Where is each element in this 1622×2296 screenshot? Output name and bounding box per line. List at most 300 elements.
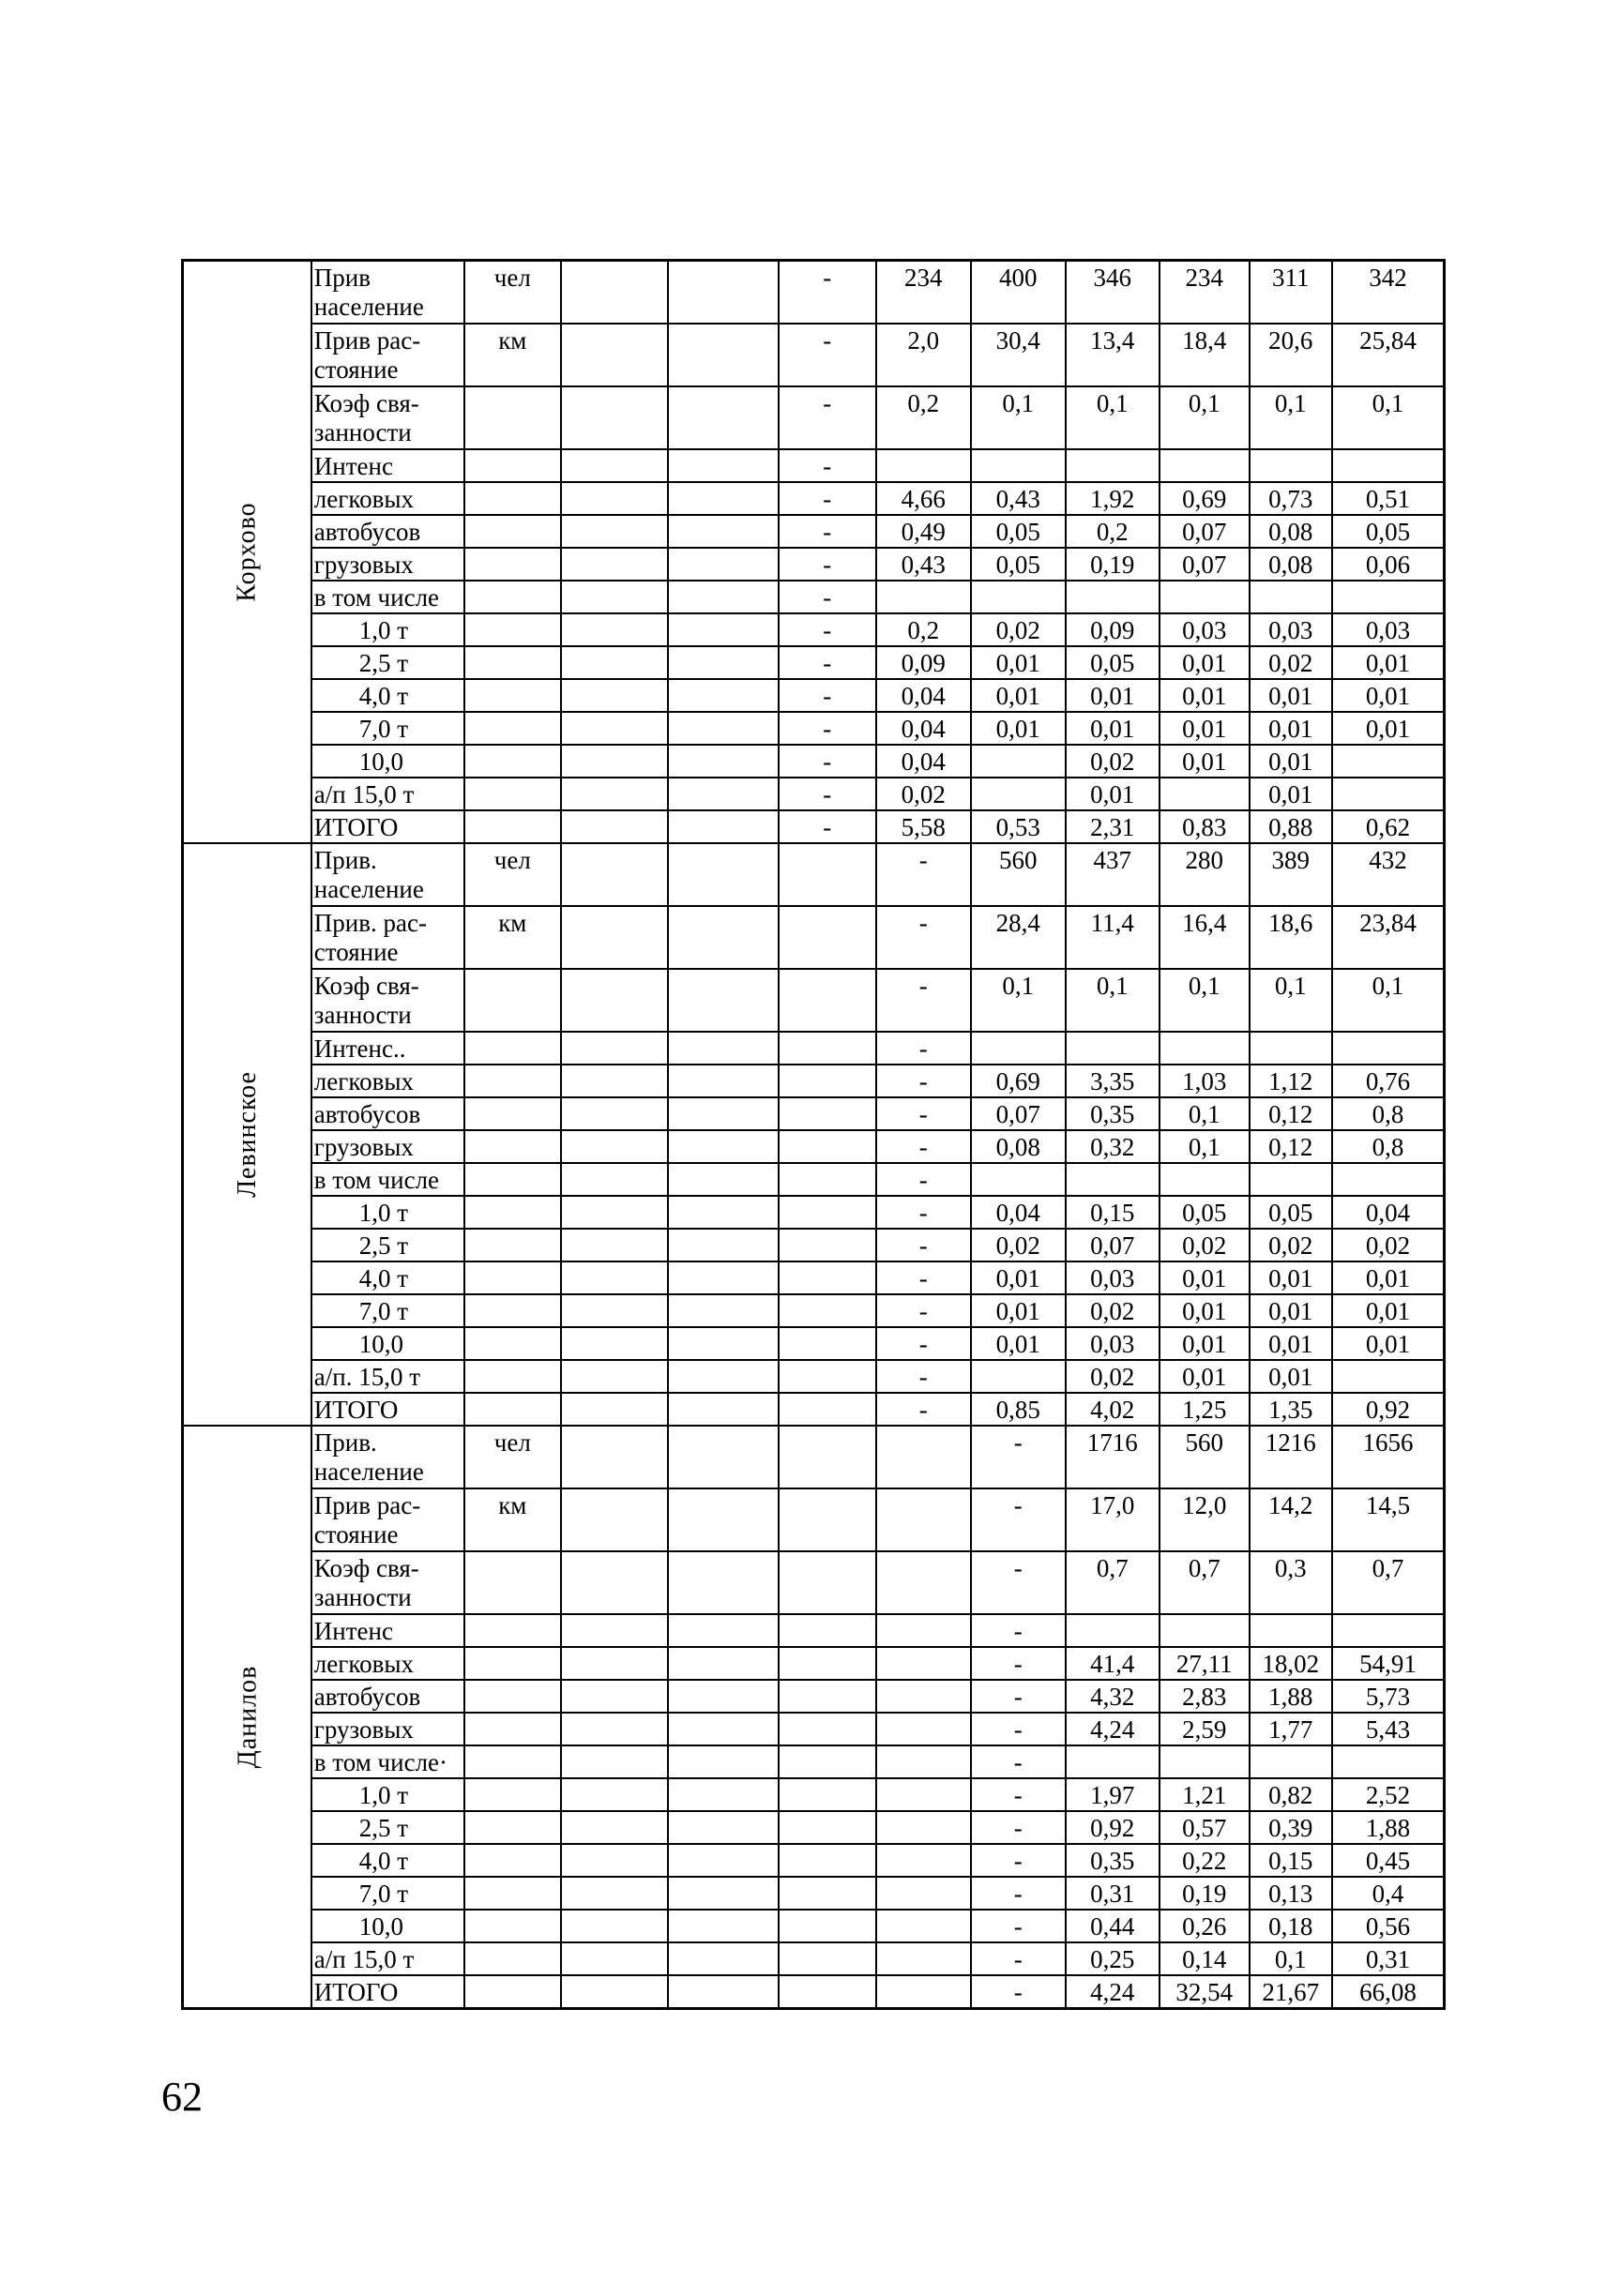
value-cell bbox=[971, 745, 1066, 778]
table-row bbox=[183, 1975, 1445, 2009]
section-name-cell bbox=[183, 261, 311, 843]
value-cell bbox=[876, 1614, 971, 1647]
value-cell: 0,03 bbox=[1332, 613, 1445, 646]
value-cell: - bbox=[779, 548, 876, 581]
empty-cell bbox=[668, 969, 779, 1032]
unit-cell bbox=[464, 1778, 561, 1811]
empty-cell bbox=[561, 1196, 668, 1229]
value-cell: 0,01 bbox=[1250, 1294, 1332, 1327]
value-cell: 17,0 bbox=[1066, 1488, 1160, 1551]
empty-cell bbox=[561, 1065, 668, 1097]
value-cell bbox=[1250, 1614, 1332, 1647]
unit-cell bbox=[464, 1130, 561, 1163]
value-cell bbox=[779, 1975, 876, 2009]
value-cell: 0,56 bbox=[1332, 1910, 1445, 1942]
row-label: грузовых bbox=[311, 1130, 464, 1163]
row-label: 1,0 т bbox=[311, 613, 464, 646]
empty-cell bbox=[668, 646, 779, 679]
value-cell: 0,09 bbox=[876, 646, 971, 679]
value-cell: 4,02 bbox=[1066, 1393, 1160, 1426]
empty-cell bbox=[561, 712, 668, 745]
value-cell: 0,2 bbox=[1066, 515, 1160, 548]
value-cell: 560 bbox=[1160, 1426, 1250, 1488]
empty-cell bbox=[668, 1065, 779, 1097]
value-cell bbox=[1332, 745, 1445, 778]
value-cell: 14,5 bbox=[1332, 1488, 1445, 1551]
unit-cell bbox=[464, 1229, 561, 1261]
value-cell: 0,01 bbox=[1250, 679, 1332, 712]
value-cell: 0,32 bbox=[1066, 1130, 1160, 1163]
value-cell: 0,04 bbox=[876, 679, 971, 712]
unit-cell bbox=[464, 1065, 561, 1097]
value-cell bbox=[779, 843, 876, 906]
value-cell: 1,77 bbox=[1250, 1713, 1332, 1745]
section-name: Данилов bbox=[232, 1665, 262, 1768]
value-cell: 2,0 bbox=[876, 324, 971, 386]
value-cell: - bbox=[876, 1163, 971, 1196]
value-cell: 234 bbox=[876, 261, 971, 324]
value-cell: - bbox=[971, 1811, 1066, 1844]
value-cell: 346 bbox=[1066, 261, 1160, 324]
value-cell: 0,7 bbox=[1332, 1551, 1445, 1614]
row-label: ИТОГО bbox=[311, 1393, 464, 1426]
value-cell: 0,01 bbox=[1332, 1327, 1445, 1360]
value-cell: - bbox=[779, 613, 876, 646]
row-label: автобусов bbox=[311, 1680, 464, 1713]
value-cell: 0,76 bbox=[1332, 1065, 1445, 1097]
value-cell: - bbox=[779, 515, 876, 548]
unit-cell bbox=[464, 1163, 561, 1196]
value-cell bbox=[1332, 1614, 1445, 1647]
value-cell: 342 bbox=[1332, 261, 1445, 324]
value-cell bbox=[876, 1778, 971, 1811]
row-label: 2,5 т bbox=[311, 1229, 464, 1261]
value-cell: 0,02 bbox=[1066, 1294, 1160, 1327]
table-body bbox=[183, 261, 1445, 2009]
value-cell: 0,1 bbox=[971, 969, 1066, 1032]
empty-cell bbox=[561, 810, 668, 843]
value-cell: 0,05 bbox=[971, 548, 1066, 581]
empty-cell bbox=[561, 1261, 668, 1294]
empty-cell bbox=[668, 1713, 779, 1745]
value-cell bbox=[779, 1130, 876, 1163]
empty-cell bbox=[561, 1360, 668, 1393]
value-cell: - bbox=[876, 1130, 971, 1163]
empty-cell bbox=[668, 1975, 779, 2009]
row-label: 4,0 т bbox=[311, 1844, 464, 1877]
row-label: 2,5 т bbox=[311, 1811, 464, 1844]
value-cell: 0,12 bbox=[1250, 1097, 1332, 1130]
value-cell bbox=[971, 1360, 1066, 1393]
table-row bbox=[183, 515, 1445, 548]
value-cell: 4,24 bbox=[1066, 1713, 1160, 1745]
value-cell: 0,05 bbox=[1332, 515, 1445, 548]
table-row bbox=[183, 1327, 1445, 1360]
value-cell bbox=[876, 1488, 971, 1551]
value-cell: 0,08 bbox=[971, 1130, 1066, 1163]
value-cell: 0,01 bbox=[971, 712, 1066, 745]
value-cell: 0,25 bbox=[1066, 1942, 1160, 1975]
unit-cell bbox=[464, 1294, 561, 1327]
value-cell: - bbox=[971, 1614, 1066, 1647]
empty-cell bbox=[668, 449, 779, 482]
empty-cell bbox=[561, 449, 668, 482]
value-cell bbox=[876, 1551, 971, 1614]
value-cell: 0,1 bbox=[1250, 386, 1332, 449]
value-cell: 0,05 bbox=[1160, 1196, 1250, 1229]
value-cell: 4,32 bbox=[1066, 1680, 1160, 1713]
empty-cell bbox=[561, 548, 668, 581]
unit-cell: чел bbox=[464, 1426, 561, 1488]
empty-cell bbox=[668, 1032, 779, 1065]
value-cell: 0,1 bbox=[971, 386, 1066, 449]
table-row bbox=[183, 1745, 1445, 1778]
table-row bbox=[183, 1097, 1445, 1130]
empty-cell bbox=[561, 745, 668, 778]
empty-cell bbox=[561, 1327, 668, 1360]
value-cell: 41,4 bbox=[1066, 1647, 1160, 1680]
unit-cell bbox=[464, 1261, 561, 1294]
value-cell: 0,01 bbox=[1332, 712, 1445, 745]
table-row bbox=[183, 712, 1445, 745]
value-cell: 0,03 bbox=[1160, 613, 1250, 646]
value-cell: 20,6 bbox=[1250, 324, 1332, 386]
table-row bbox=[183, 324, 1445, 386]
value-cell: 0,01 bbox=[1250, 778, 1332, 810]
row-label: грузовых bbox=[311, 1713, 464, 1745]
unit-cell: км bbox=[464, 906, 561, 969]
value-cell bbox=[779, 1942, 876, 1975]
table-row bbox=[183, 1360, 1445, 1393]
value-cell: 0,49 bbox=[876, 515, 971, 548]
data-table bbox=[181, 259, 1446, 2010]
value-cell bbox=[779, 1294, 876, 1327]
value-cell: - bbox=[971, 1910, 1066, 1942]
value-cell: 0,02 bbox=[1066, 1360, 1160, 1393]
value-cell: - bbox=[971, 1426, 1066, 1488]
row-label: 7,0 т bbox=[311, 1294, 464, 1327]
value-cell: 0,02 bbox=[1250, 1229, 1332, 1261]
row-label: легковых bbox=[311, 1647, 464, 1680]
row-label: 1,0 т bbox=[311, 1778, 464, 1811]
table-row bbox=[183, 679, 1445, 712]
value-cell: 25,84 bbox=[1332, 324, 1445, 386]
value-cell: 0,92 bbox=[1332, 1393, 1445, 1426]
empty-cell bbox=[561, 646, 668, 679]
value-cell: 0,01 bbox=[971, 1261, 1066, 1294]
value-cell: 0,01 bbox=[1250, 1327, 1332, 1360]
value-cell bbox=[779, 906, 876, 969]
empty-cell bbox=[561, 1032, 668, 1065]
value-cell: 0,31 bbox=[1332, 1942, 1445, 1975]
value-cell: 0,1 bbox=[1160, 1130, 1250, 1163]
unit-cell bbox=[464, 1713, 561, 1745]
value-cell: 18,6 bbox=[1250, 906, 1332, 969]
empty-cell bbox=[668, 712, 779, 745]
empty-cell bbox=[668, 613, 779, 646]
value-cell: 66,08 bbox=[1332, 1975, 1445, 2009]
value-cell: 0,2 bbox=[876, 386, 971, 449]
table-row bbox=[183, 1680, 1445, 1713]
value-cell bbox=[1250, 449, 1332, 482]
value-cell bbox=[779, 1551, 876, 1614]
unit-cell bbox=[464, 1745, 561, 1778]
value-cell: 14,2 bbox=[1250, 1488, 1332, 1551]
empty-cell bbox=[668, 261, 779, 324]
value-cell bbox=[1066, 1614, 1160, 1647]
value-cell: 2,31 bbox=[1066, 810, 1160, 843]
value-cell bbox=[1332, 1163, 1445, 1196]
unit-cell bbox=[464, 1844, 561, 1877]
row-label: легковых bbox=[311, 482, 464, 515]
value-cell bbox=[1250, 1032, 1332, 1065]
empty-cell bbox=[561, 906, 668, 969]
value-cell: 0,08 bbox=[1250, 515, 1332, 548]
value-cell: 0,07 bbox=[1066, 1229, 1160, 1261]
row-label: Прив население bbox=[311, 261, 464, 324]
value-cell: 1,88 bbox=[1332, 1811, 1445, 1844]
table-row bbox=[183, 1261, 1445, 1294]
value-cell bbox=[779, 1196, 876, 1229]
value-cell: 0,02 bbox=[971, 613, 1066, 646]
empty-cell bbox=[668, 745, 779, 778]
empty-cell bbox=[561, 1163, 668, 1196]
value-cell: 400 bbox=[971, 261, 1066, 324]
value-cell: 0,01 bbox=[971, 646, 1066, 679]
value-cell bbox=[1332, 1360, 1445, 1393]
value-cell bbox=[971, 778, 1066, 810]
value-cell: 0,01 bbox=[1160, 1360, 1250, 1393]
value-cell bbox=[1160, 581, 1250, 613]
table-row bbox=[183, 1488, 1445, 1551]
row-label: Прив. население bbox=[311, 1426, 464, 1488]
empty-cell bbox=[668, 581, 779, 613]
table-row bbox=[183, 778, 1445, 810]
table-row bbox=[183, 745, 1445, 778]
value-cell: 0,57 bbox=[1160, 1811, 1250, 1844]
value-cell: - bbox=[876, 1065, 971, 1097]
empty-cell bbox=[561, 1229, 668, 1261]
value-cell: 0,01 bbox=[1332, 1261, 1445, 1294]
value-cell bbox=[779, 1713, 876, 1745]
row-label: Коэф свя-занности bbox=[311, 969, 464, 1032]
row-label: Коэф свя-занности bbox=[311, 1551, 464, 1614]
value-cell: 0,01 bbox=[1160, 1294, 1250, 1327]
unit-cell bbox=[464, 581, 561, 613]
unit-cell bbox=[464, 712, 561, 745]
value-cell bbox=[779, 1844, 876, 1877]
table-row bbox=[183, 1844, 1445, 1877]
unit-cell bbox=[464, 969, 561, 1032]
value-cell bbox=[1332, 1032, 1445, 1065]
unit-cell: км bbox=[464, 1488, 561, 1551]
unit-cell bbox=[464, 1647, 561, 1680]
value-cell: 32,54 bbox=[1160, 1975, 1250, 2009]
value-cell: 0,01 bbox=[1066, 712, 1160, 745]
row-label: 4,0 т bbox=[311, 1261, 464, 1294]
empty-cell bbox=[561, 679, 668, 712]
value-cell: 1,88 bbox=[1250, 1680, 1332, 1713]
value-cell: 0,69 bbox=[971, 1065, 1066, 1097]
empty-cell bbox=[668, 1844, 779, 1877]
unit-cell bbox=[464, 1877, 561, 1910]
unit-cell bbox=[464, 1097, 561, 1130]
empty-cell bbox=[561, 1488, 668, 1551]
value-cell: 2,59 bbox=[1160, 1713, 1250, 1745]
value-cell: - bbox=[779, 324, 876, 386]
value-cell: 54,91 bbox=[1332, 1647, 1445, 1680]
value-cell: 0,01 bbox=[1332, 1294, 1445, 1327]
value-cell: 0,01 bbox=[1250, 712, 1332, 745]
table-row bbox=[183, 1614, 1445, 1647]
value-cell: 1,25 bbox=[1160, 1393, 1250, 1426]
value-cell bbox=[779, 1877, 876, 1910]
empty-cell bbox=[561, 1745, 668, 1778]
value-cell: 21,67 bbox=[1250, 1975, 1332, 2009]
value-cell: 0,07 bbox=[971, 1097, 1066, 1130]
value-cell bbox=[1066, 581, 1160, 613]
value-cell: 0,4 bbox=[1332, 1877, 1445, 1910]
empty-cell bbox=[668, 324, 779, 386]
empty-cell bbox=[561, 778, 668, 810]
unit-cell bbox=[464, 1393, 561, 1426]
value-cell: 0,12 bbox=[1250, 1130, 1332, 1163]
value-cell: 2,52 bbox=[1332, 1778, 1445, 1811]
table-row bbox=[183, 1426, 1445, 1488]
unit-cell bbox=[464, 1614, 561, 1647]
unit-cell bbox=[464, 1942, 561, 1975]
empty-cell bbox=[668, 1614, 779, 1647]
value-cell bbox=[876, 1647, 971, 1680]
value-cell: 0,01 bbox=[1160, 679, 1250, 712]
value-cell: 1716 bbox=[1066, 1426, 1160, 1488]
empty-cell bbox=[561, 1393, 668, 1426]
value-cell bbox=[876, 1713, 971, 1745]
value-cell: 0,1 bbox=[1250, 969, 1332, 1032]
unit-cell bbox=[464, 1680, 561, 1713]
value-cell: 16,4 bbox=[1160, 906, 1250, 969]
empty-cell bbox=[668, 1745, 779, 1778]
table-row bbox=[183, 1811, 1445, 1844]
value-cell: 1,03 bbox=[1160, 1065, 1250, 1097]
value-cell: 0,1 bbox=[1160, 386, 1250, 449]
value-cell bbox=[1332, 581, 1445, 613]
value-cell: 1,35 bbox=[1250, 1393, 1332, 1426]
value-cell: 0,02 bbox=[1250, 646, 1332, 679]
value-cell: - bbox=[971, 1647, 1066, 1680]
value-cell: - bbox=[971, 1488, 1066, 1551]
table-row bbox=[183, 646, 1445, 679]
value-cell: 0,03 bbox=[1066, 1261, 1160, 1294]
value-cell: 0,7 bbox=[1066, 1551, 1160, 1614]
value-cell: 0,04 bbox=[1332, 1196, 1445, 1229]
value-cell: 0,01 bbox=[1250, 745, 1332, 778]
value-cell: 30,4 bbox=[971, 324, 1066, 386]
value-cell: - bbox=[779, 679, 876, 712]
empty-cell bbox=[561, 581, 668, 613]
value-cell: 28,4 bbox=[971, 906, 1066, 969]
value-cell bbox=[971, 449, 1066, 482]
table-row bbox=[183, 1294, 1445, 1327]
unit-cell bbox=[464, 1975, 561, 2009]
value-cell bbox=[779, 1745, 876, 1778]
table-row bbox=[183, 482, 1445, 515]
value-cell: 0,53 bbox=[971, 810, 1066, 843]
table-row bbox=[183, 1551, 1445, 1614]
value-cell bbox=[1066, 449, 1160, 482]
value-cell bbox=[971, 1032, 1066, 1065]
value-cell: - bbox=[971, 1680, 1066, 1713]
empty-cell bbox=[561, 1811, 668, 1844]
empty-cell bbox=[561, 1647, 668, 1680]
value-cell: 0,1 bbox=[1160, 1097, 1250, 1130]
value-cell: - bbox=[779, 810, 876, 843]
value-cell: 5,43 bbox=[1332, 1713, 1445, 1745]
value-cell bbox=[876, 1426, 971, 1488]
row-label: 10,0 bbox=[311, 745, 464, 778]
table-row bbox=[183, 1942, 1445, 1975]
section-name: Левинское bbox=[232, 1070, 262, 1198]
value-cell bbox=[876, 1877, 971, 1910]
row-label: Интенс bbox=[311, 1614, 464, 1647]
value-cell: 0,09 bbox=[1066, 613, 1160, 646]
value-cell: 0,02 bbox=[971, 1229, 1066, 1261]
value-cell: - bbox=[971, 1713, 1066, 1745]
value-cell: 11,4 bbox=[1066, 906, 1160, 969]
empty-cell bbox=[561, 386, 668, 449]
row-label: Прив. рас-стояние bbox=[311, 906, 464, 969]
value-cell: 0,01 bbox=[1332, 679, 1445, 712]
value-cell bbox=[779, 1065, 876, 1097]
empty-cell bbox=[561, 1942, 668, 1975]
row-label: 1,0 т bbox=[311, 1196, 464, 1229]
value-cell: - bbox=[971, 1942, 1066, 1975]
table-row bbox=[183, 1778, 1445, 1811]
row-label: в том числе· bbox=[311, 1745, 464, 1778]
empty-cell bbox=[668, 679, 779, 712]
value-cell: 5,73 bbox=[1332, 1680, 1445, 1713]
value-cell bbox=[1250, 1745, 1332, 1778]
row-label: автобусов bbox=[311, 515, 464, 548]
value-cell bbox=[779, 1163, 876, 1196]
value-cell bbox=[779, 1647, 876, 1680]
value-cell: 0,07 bbox=[1160, 548, 1250, 581]
section-name-cell bbox=[183, 1426, 311, 2009]
value-cell: 0,05 bbox=[1066, 646, 1160, 679]
value-cell bbox=[876, 1844, 971, 1877]
value-cell: 389 bbox=[1250, 843, 1332, 906]
value-cell bbox=[779, 1614, 876, 1647]
table-row bbox=[183, 1877, 1445, 1910]
empty-cell bbox=[668, 515, 779, 548]
value-cell: 432 bbox=[1332, 843, 1445, 906]
value-cell bbox=[779, 1393, 876, 1426]
row-label: Прив рас-стояние bbox=[311, 1488, 464, 1551]
value-cell: 0,69 bbox=[1160, 482, 1250, 515]
row-label: 10,0 bbox=[311, 1327, 464, 1360]
value-cell: 1,21 bbox=[1160, 1778, 1250, 1811]
value-cell bbox=[1066, 1032, 1160, 1065]
row-label: в том числе bbox=[311, 1163, 464, 1196]
value-cell: - bbox=[779, 449, 876, 482]
value-cell: - bbox=[876, 1032, 971, 1065]
value-cell bbox=[1332, 1745, 1445, 1778]
row-label: а/п 15,0 т bbox=[311, 1942, 464, 1975]
value-cell: - bbox=[876, 1097, 971, 1130]
value-cell: 18,4 bbox=[1160, 324, 1250, 386]
value-cell: 0,06 bbox=[1332, 548, 1445, 581]
empty-cell bbox=[561, 1294, 668, 1327]
